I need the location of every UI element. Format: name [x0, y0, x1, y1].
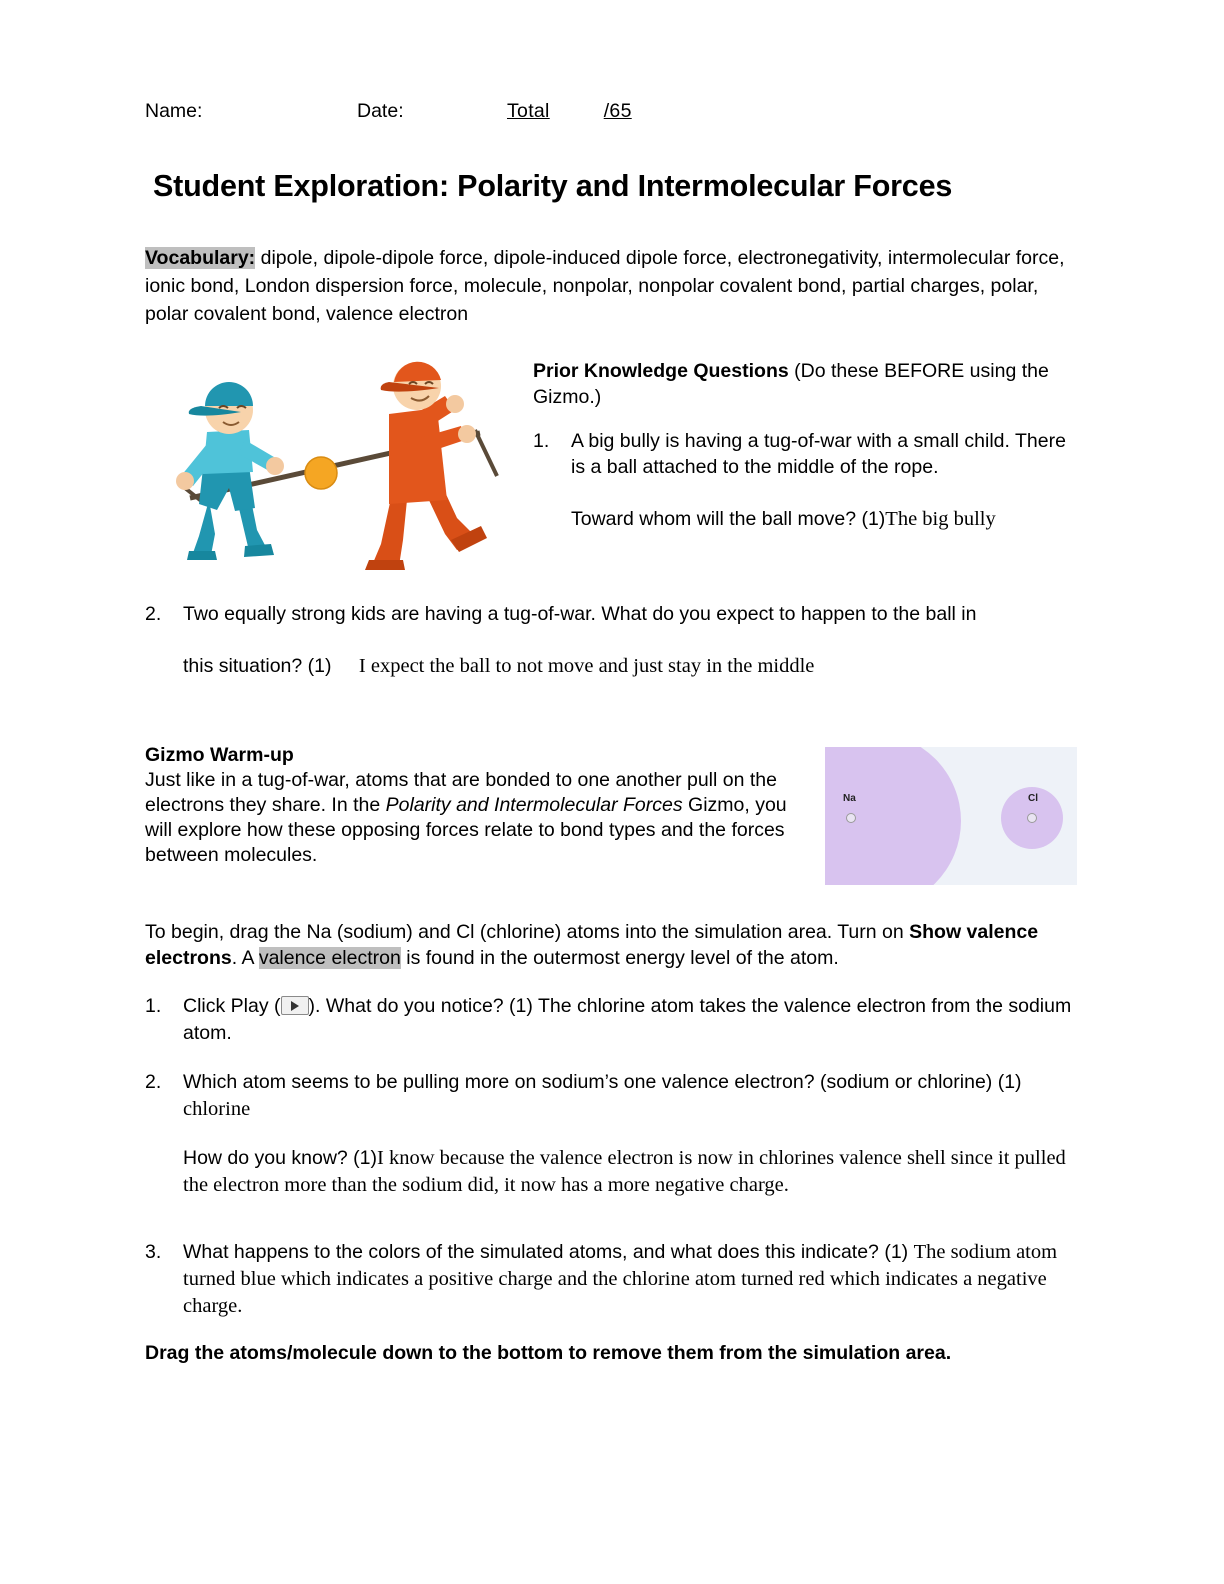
play-bold-label: Play	[230, 995, 269, 1017]
gizmo-question-2	[145, 1069, 1075, 1199]
gizmo-question-3	[145, 1239, 1075, 1320]
prior-knowledge-heading-bold: Prior Knowledge Questions	[533, 360, 789, 382]
closing-instruction: Drag the atoms/molecule down to the bottom to remove them from the simulation area.	[145, 1342, 952, 1364]
gizmo-warmup-heading: Gizmo Warm-up	[145, 744, 294, 766]
item-number: 1.	[145, 995, 162, 1017]
q2-sub-answer: I know because the valence electron is now in chlorines valence shell since it pulled the electron more than the sodium did, it now has a more negative charge.	[183, 1147, 1066, 1196]
warmup-text-b: Gizmo, you will explore how these opposing forces relate to bond types and the forces between molecules.	[145, 794, 787, 866]
sodium-valence-electron	[846, 813, 856, 823]
chlorine-label: Cl	[1028, 793, 1038, 804]
gizmo-warmup-text	[145, 743, 805, 868]
tug-of-war-illustration	[145, 348, 515, 573]
to-begin-paragraph	[145, 919, 1075, 971]
item-number: 2.	[145, 1071, 162, 1093]
q3-answer: The sodium atom turned blue which indicates a positive charge and the chlorine atom turned red which indicates a negative charge.	[183, 1241, 1058, 1317]
vocabulary-section	[145, 244, 1075, 328]
total-score	[507, 100, 632, 123]
question-2-text: Two equally strong kids are having a tug-of-war. What do you expect to happen to the ball in	[183, 603, 977, 625]
play-icon[interactable]	[281, 996, 309, 1015]
gizmo-warmup-section	[145, 743, 1075, 893]
q1-post: ). What do you notice? (1) The chlorine atom takes the valence electron from the sodium atom.	[183, 995, 1072, 1044]
question-2	[145, 601, 1075, 679]
prior-knowledge-heading	[533, 358, 1075, 410]
page-title: Student Exploration: Polarity and Intermolecular Forces	[153, 169, 953, 203]
prior-knowledge-section	[145, 358, 1075, 583]
document-content	[145, 100, 1075, 1365]
tug-of-war-svg	[145, 348, 515, 573]
q2-text: Which atom seems to be pulling more on sodium’s one valence electron? (sodium or chlorine) (1)	[183, 1071, 1022, 1093]
document-header	[145, 100, 1075, 123]
sodium-label: Na	[843, 793, 856, 804]
q2-answer: chlorine	[183, 1098, 251, 1120]
question-2-answer: I expect the ball to not move and just stay in the middle	[358, 655, 815, 677]
q3-text: What happens to the colors of the simulated atoms, and what does this indicate? (1)	[183, 1241, 914, 1263]
total-label: Total	[507, 100, 550, 122]
question-1-text: A big bully is having a tug-of-war with a small child. There is a ball attached to the middle of the rope.	[571, 430, 1066, 478]
vocabulary-terms: dipole, dipole-dipole force, dipole-induced dipole force, electronegativity, intermolecular force, ionic bond, London dispersion force, molecule, nonpolar, nonpolar covalent bond, partial charges, polar, polar covalent bond, valence electron	[145, 247, 1065, 325]
date-label: Date:	[357, 100, 404, 122]
total-points: /65	[603, 100, 632, 122]
to-begin-part1: To begin, drag the Na (sodium) and Cl (chlorine) atoms into the simulation area. Turn on	[145, 921, 910, 943]
gizmo-warmup-body	[145, 768, 805, 868]
bully-figure	[365, 362, 487, 570]
to-begin-part3: is found in the outermost energy level of the atom.	[400, 947, 839, 969]
item-number: 2.	[145, 603, 162, 625]
gizmo-question-2-sub	[183, 1145, 1075, 1199]
child-figure	[176, 382, 284, 560]
chlorine-valence-electron	[1027, 813, 1037, 823]
warmup-text-a: Just like in a tug-of-war, atoms that are bonded to one another pull on the electrons they share. In the	[145, 769, 777, 816]
prior-knowledge-list	[533, 428, 1075, 532]
vocabulary-label: Vocabulary:	[145, 247, 256, 269]
list-item	[533, 428, 1075, 532]
gizmo-screenshot	[825, 747, 1077, 885]
item-number: 3.	[145, 1241, 162, 1263]
name-label: Name:	[145, 100, 203, 122]
gizmo-question-1	[145, 993, 1075, 1047]
question-2-text-line2: this situation? (1)	[183, 655, 332, 677]
valence-electron-highlight: valence electron	[258, 947, 401, 969]
prior-knowledge-heading-rest: (Do these BEFORE using the Gizmo.)	[533, 360, 1049, 408]
item-number: 1.	[533, 430, 550, 452]
gizmo-questions-list	[145, 993, 1075, 1320]
q1-pre: Click	[183, 995, 231, 1017]
warmup-gizmo-name: Polarity and Intermolecular Forces	[385, 794, 683, 816]
to-begin-part2: . A	[231, 947, 259, 969]
prior-knowledge-text	[533, 358, 1075, 536]
q2-sub-question: How do you know? (1)	[183, 1147, 378, 1169]
q1-mid: (	[268, 995, 281, 1017]
question-1-followup: Toward whom will the ball move? (1)	[571, 508, 886, 530]
question-1-answer: The big bully	[885, 508, 996, 530]
show-valence-electrons-bold: Show valence electrons	[145, 921, 1039, 969]
